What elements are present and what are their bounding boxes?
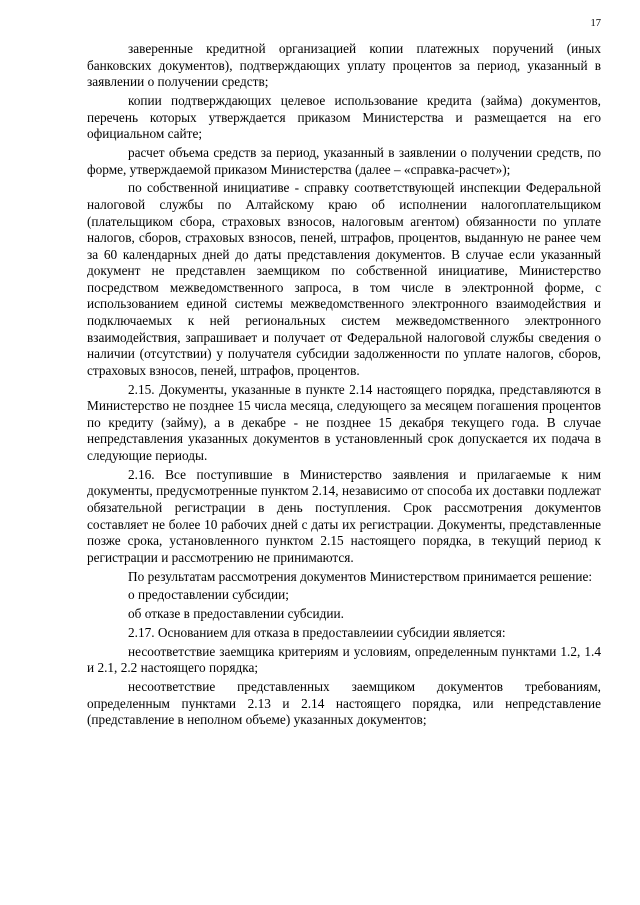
- paragraph-2-16: 2.16. Все поступившие в Министерство заявления и прилагаемые к ним документы, предусмотренные пунктом 2.14, независимо от способа их доставки подлежат обязательной регистрации в день поступления. Срок рассмотрения документов составляет не более 10 рабочих дней с даты их регистрации. Документы, представленные позже срока, установленного пунктом 2.15 настоящего порядка, в текущий период к регистрации и рассмотрению не принимаются.: [87, 466, 601, 565]
- paragraph-loan-use-documents: копии подтверждающих целевое использование кредита (займа) документов, перечень которых утверждается приказом Министерства и размещается на его официальном сайте;: [87, 92, 601, 142]
- paragraph-documents-mismatch: несоответствие представленных заемщиком документов требованиям, определенным пунктами 2.13 и 2.14 настоящего порядка, или непредставление (представление в неполном объеме) указанных документов;: [87, 679, 601, 728]
- paragraph-2-17: 2.17. Основанием для отказа в предоставлеиии субсидии является:: [128, 624, 506, 640]
- document-body: [87, 41, 601, 731]
- paragraph-decision: По результатам рассмотрения документов Министерством принимается решение:: [128, 568, 593, 584]
- paragraph-grant: о предоставлении субсидии;: [128, 587, 289, 603]
- paragraph-calculation: расчет объема средств за период, указанный в заявлении о получении средств, по форме, утверждаемой приказом Министерства (далее – «справка-расчет»);: [87, 144, 601, 177]
- paragraph-refusal: об отказе в предоставлении субсидии.: [128, 606, 344, 622]
- paragraph-payment-orders: заверенные кредитной организацией копии платежных поручений (иных банковских документов), подтверждающих уплату процентов за период, указанный в заявлении о получении средств;: [87, 41, 601, 90]
- paragraph-tax-certificate: по собственной инициативе - справку соответствующей инспекции Федеральной налоговой службы по Алтайскому краю об исполнении налогоплательщиком (плательщиком сбора, страховых взносов, налоговым агентом) обязанности по уплате налогов, сборов, страховых взносов, пеней, штрафов, процентов, выданную не ранее чем за 60 календарных дней до даты представления документов. В случае если указанный документ не представлен заемщиком по собственной инициативе, Министерство посредством межведомственного запроса, в том числе в электронной форме, с использованием единой системы межведомственного электронного взаимодействия и подключаемых к ней региональных систем межведомственного электронного взаимодействия, запрашивает и получает от Федеральной налоговой службы сведения о наличии (отсутствии) у получателя субсидии задолженности по уплате налогов, сборов, страховых взносов, пеней, штрафов, процентов.: [87, 180, 601, 378]
- page-number: 17: [590, 18, 601, 29]
- paragraph-criteria-mismatch: несоответствие заемщика критериям и условиям, определенным пунктами 1.2, 1.4 и 2.1, 2.2 настоящего порядка;: [87, 643, 601, 676]
- paragraph-2-15: 2.15. Документы, указанные в пункте 2.14 настоящего порядка, представляются в Министерство не позднее 15 числа месяца, следующего за месяцем погашения процентов по кредиту (займу), а в декабре - не позднее 15 декабря текущего года. В случае непредставления указанных документов в установленный срок допускается их подача в следующие периоды.: [87, 381, 601, 463]
